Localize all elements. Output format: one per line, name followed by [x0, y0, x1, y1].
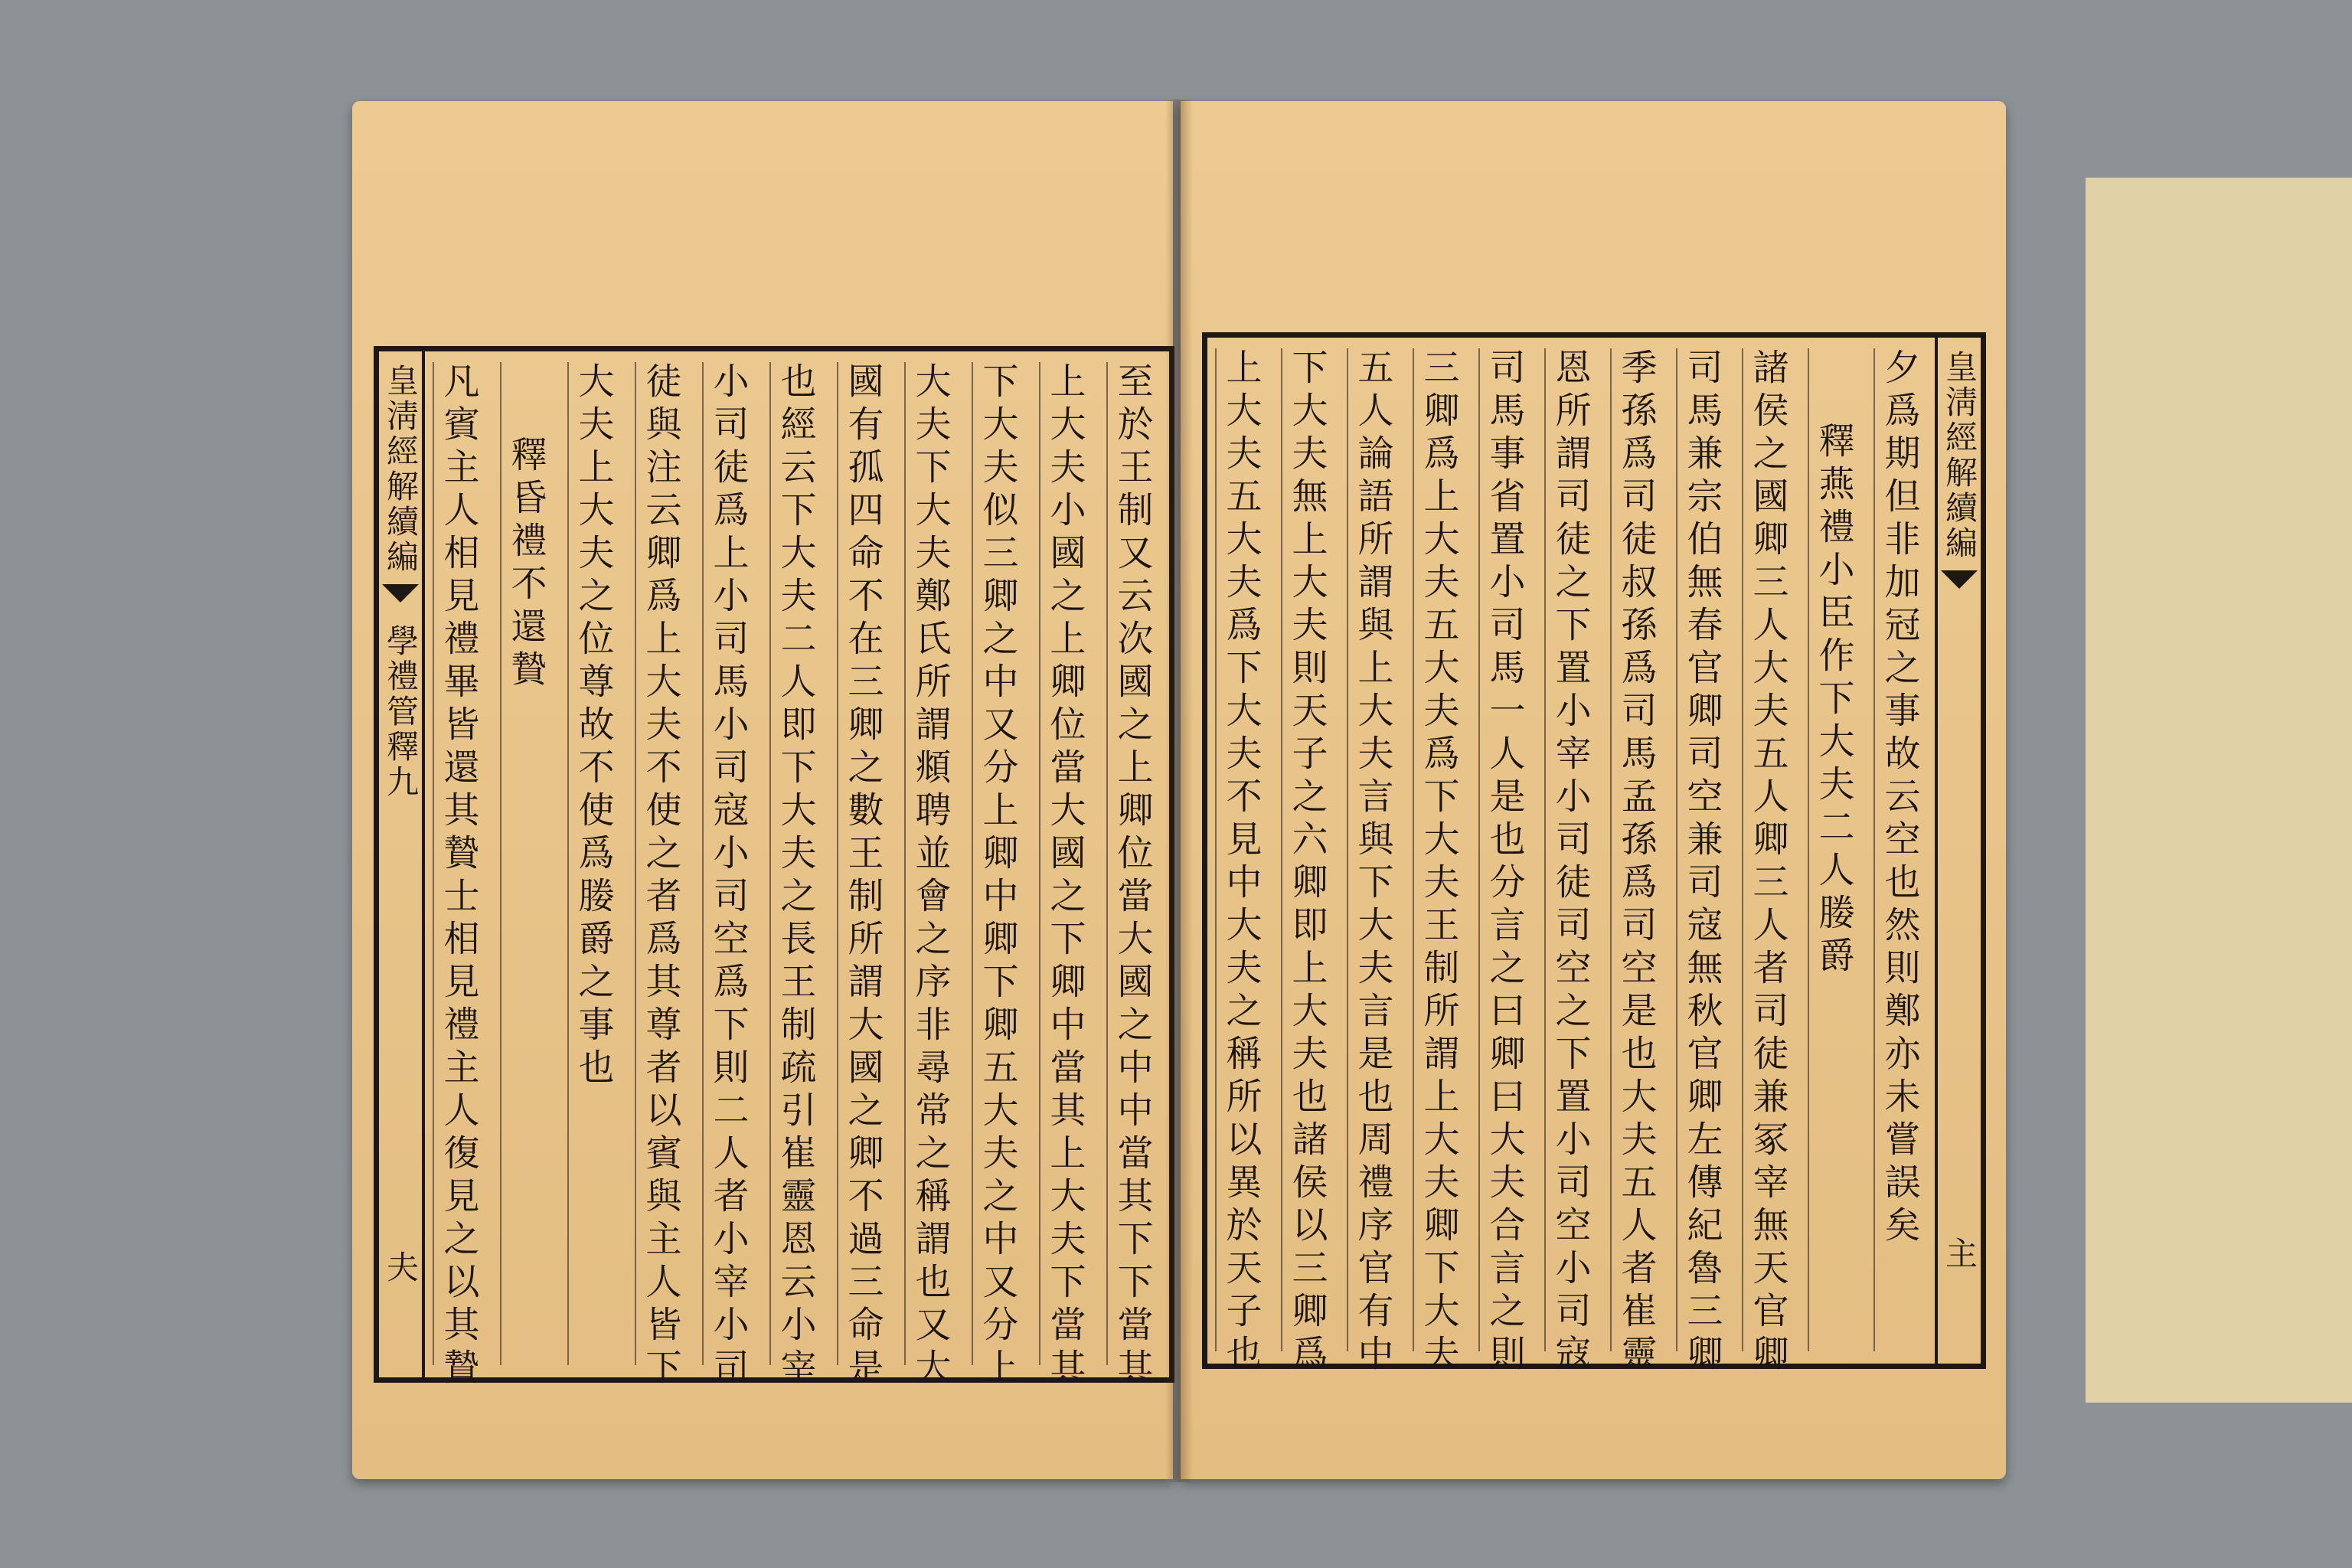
- column-text: 下大夫似三卿之中又分上卿中卿下卿五大夫之中又分上: [976, 362, 1019, 1391]
- column-text: 諸侯之國卿三人大夫五人卿三人者司徒兼冢宰無天官卿: [1746, 348, 1789, 1377]
- column-text: 也經云下大夫二人即下大夫之長王制疏引崔靈恩云小宰: [774, 362, 817, 1391]
- text-column: [1808, 348, 1858, 1351]
- text-column: [972, 362, 1022, 1391]
- column-text: 夕爲期但非加冠之事故云空也然則鄭亦未嘗誤矣: [1878, 348, 1921, 1249]
- text-column: [1478, 348, 1529, 1377]
- column-text: 釋昏禮不還贄: [505, 436, 547, 693]
- column-text: 國有孤四命不在三卿之數王制所謂大國之卿不過三命是: [841, 362, 884, 1391]
- text-column: [500, 362, 550, 1365]
- column-text: 小司徒爲上小司馬小司寇小司空爲下則二人者小宰小司: [707, 362, 750, 1391]
- column-text: 季孫爲司徒叔孫爲司馬孟孫爲司空是也大夫五人者崔靈: [1615, 348, 1658, 1377]
- left-page-number: 夫: [382, 1250, 420, 1285]
- left-page-frame: [374, 346, 1174, 1391]
- column-text: 上大夫五大夫爲下大夫不見中大夫之稱所以異於天子也: [1220, 348, 1263, 1377]
- right-banxin-title: 皇淸經解續編: [1941, 350, 1978, 561]
- left-page: [352, 101, 1173, 1479]
- text-column: [1610, 348, 1661, 1377]
- text-column: [1215, 348, 1266, 1377]
- column-text: 恩所謂司徒之下置小宰小司徒司空之下置小司空小司寇: [1549, 348, 1592, 1377]
- right-page-number: 主: [1941, 1236, 1978, 1272]
- right-banxin: [1935, 338, 1981, 1364]
- text-column: [769, 362, 820, 1391]
- text-column: [1413, 348, 1463, 1377]
- column-text: 大夫上大夫之位尊故不使爲媵爵之事也: [572, 362, 615, 1091]
- column-text: 三卿爲上大夫五大夫爲下大夫王制所謂上大夫卿下大夫: [1417, 348, 1460, 1377]
- text-column: [1873, 348, 1924, 1351]
- text-column: [702, 362, 753, 1391]
- text-column: [567, 362, 618, 1365]
- column-text: 司馬兼宗伯無春官卿司空兼司寇無秋官卿左傳紀魯三卿: [1681, 348, 1723, 1377]
- column-text: 司馬事省置小司馬一人是也分言之曰卿曰大夫合言之則: [1483, 348, 1526, 1377]
- text-column: [1544, 348, 1595, 1377]
- text-column: [433, 362, 483, 1391]
- column-text: 上大夫小國之上卿位當大國之下卿中當其上大夫下當其: [1044, 362, 1086, 1391]
- text-column: [904, 362, 955, 1391]
- fish-tail-mark: [1941, 570, 1978, 589]
- column-text: 五人論語所謂與上大夫言與下大夫言是也周禮序官有中: [1351, 348, 1394, 1377]
- open-book: [337, 90, 2018, 1484]
- text-column: [1281, 348, 1331, 1377]
- left-banxin-section: 學禮管釋九: [382, 624, 420, 800]
- column-text: 大夫下大夫鄭氏所謂頫聘並會之序非尋常之稱謂也又大: [909, 362, 952, 1391]
- text-column: [1676, 348, 1726, 1377]
- book-gutter: [1165, 100, 1193, 1482]
- left-banxin: [379, 351, 425, 1377]
- column-text: 至於王制又云次國之上卿位當大國之中中當其下下當其: [1111, 362, 1154, 1391]
- left-banxin-title: 皇淸經解續編: [382, 364, 420, 575]
- column-text: 下大夫無上大夫則天子之六卿即上大夫也諸侯以三卿爲: [1285, 348, 1328, 1377]
- column-text: 徒與注云卿爲上大夫不使之者爲其尊者以賓與主人皆下: [639, 362, 682, 1391]
- text-column: [1106, 362, 1157, 1391]
- paper-repair-patch: [2086, 178, 2352, 1403]
- right-page-frame: [1202, 332, 1986, 1377]
- text-column: [1742, 348, 1792, 1377]
- text-column: [837, 362, 887, 1391]
- column-text: 凡賓主人相見禮畢皆還其贄士相見禮主人復見之以其贄: [437, 362, 480, 1391]
- text-column: [635, 362, 685, 1391]
- column-text: 釋燕禮小臣作下大夫二人媵爵: [1812, 422, 1855, 979]
- fish-tail-mark: [382, 584, 419, 603]
- text-column: [1039, 362, 1089, 1391]
- text-column: [1347, 348, 1397, 1377]
